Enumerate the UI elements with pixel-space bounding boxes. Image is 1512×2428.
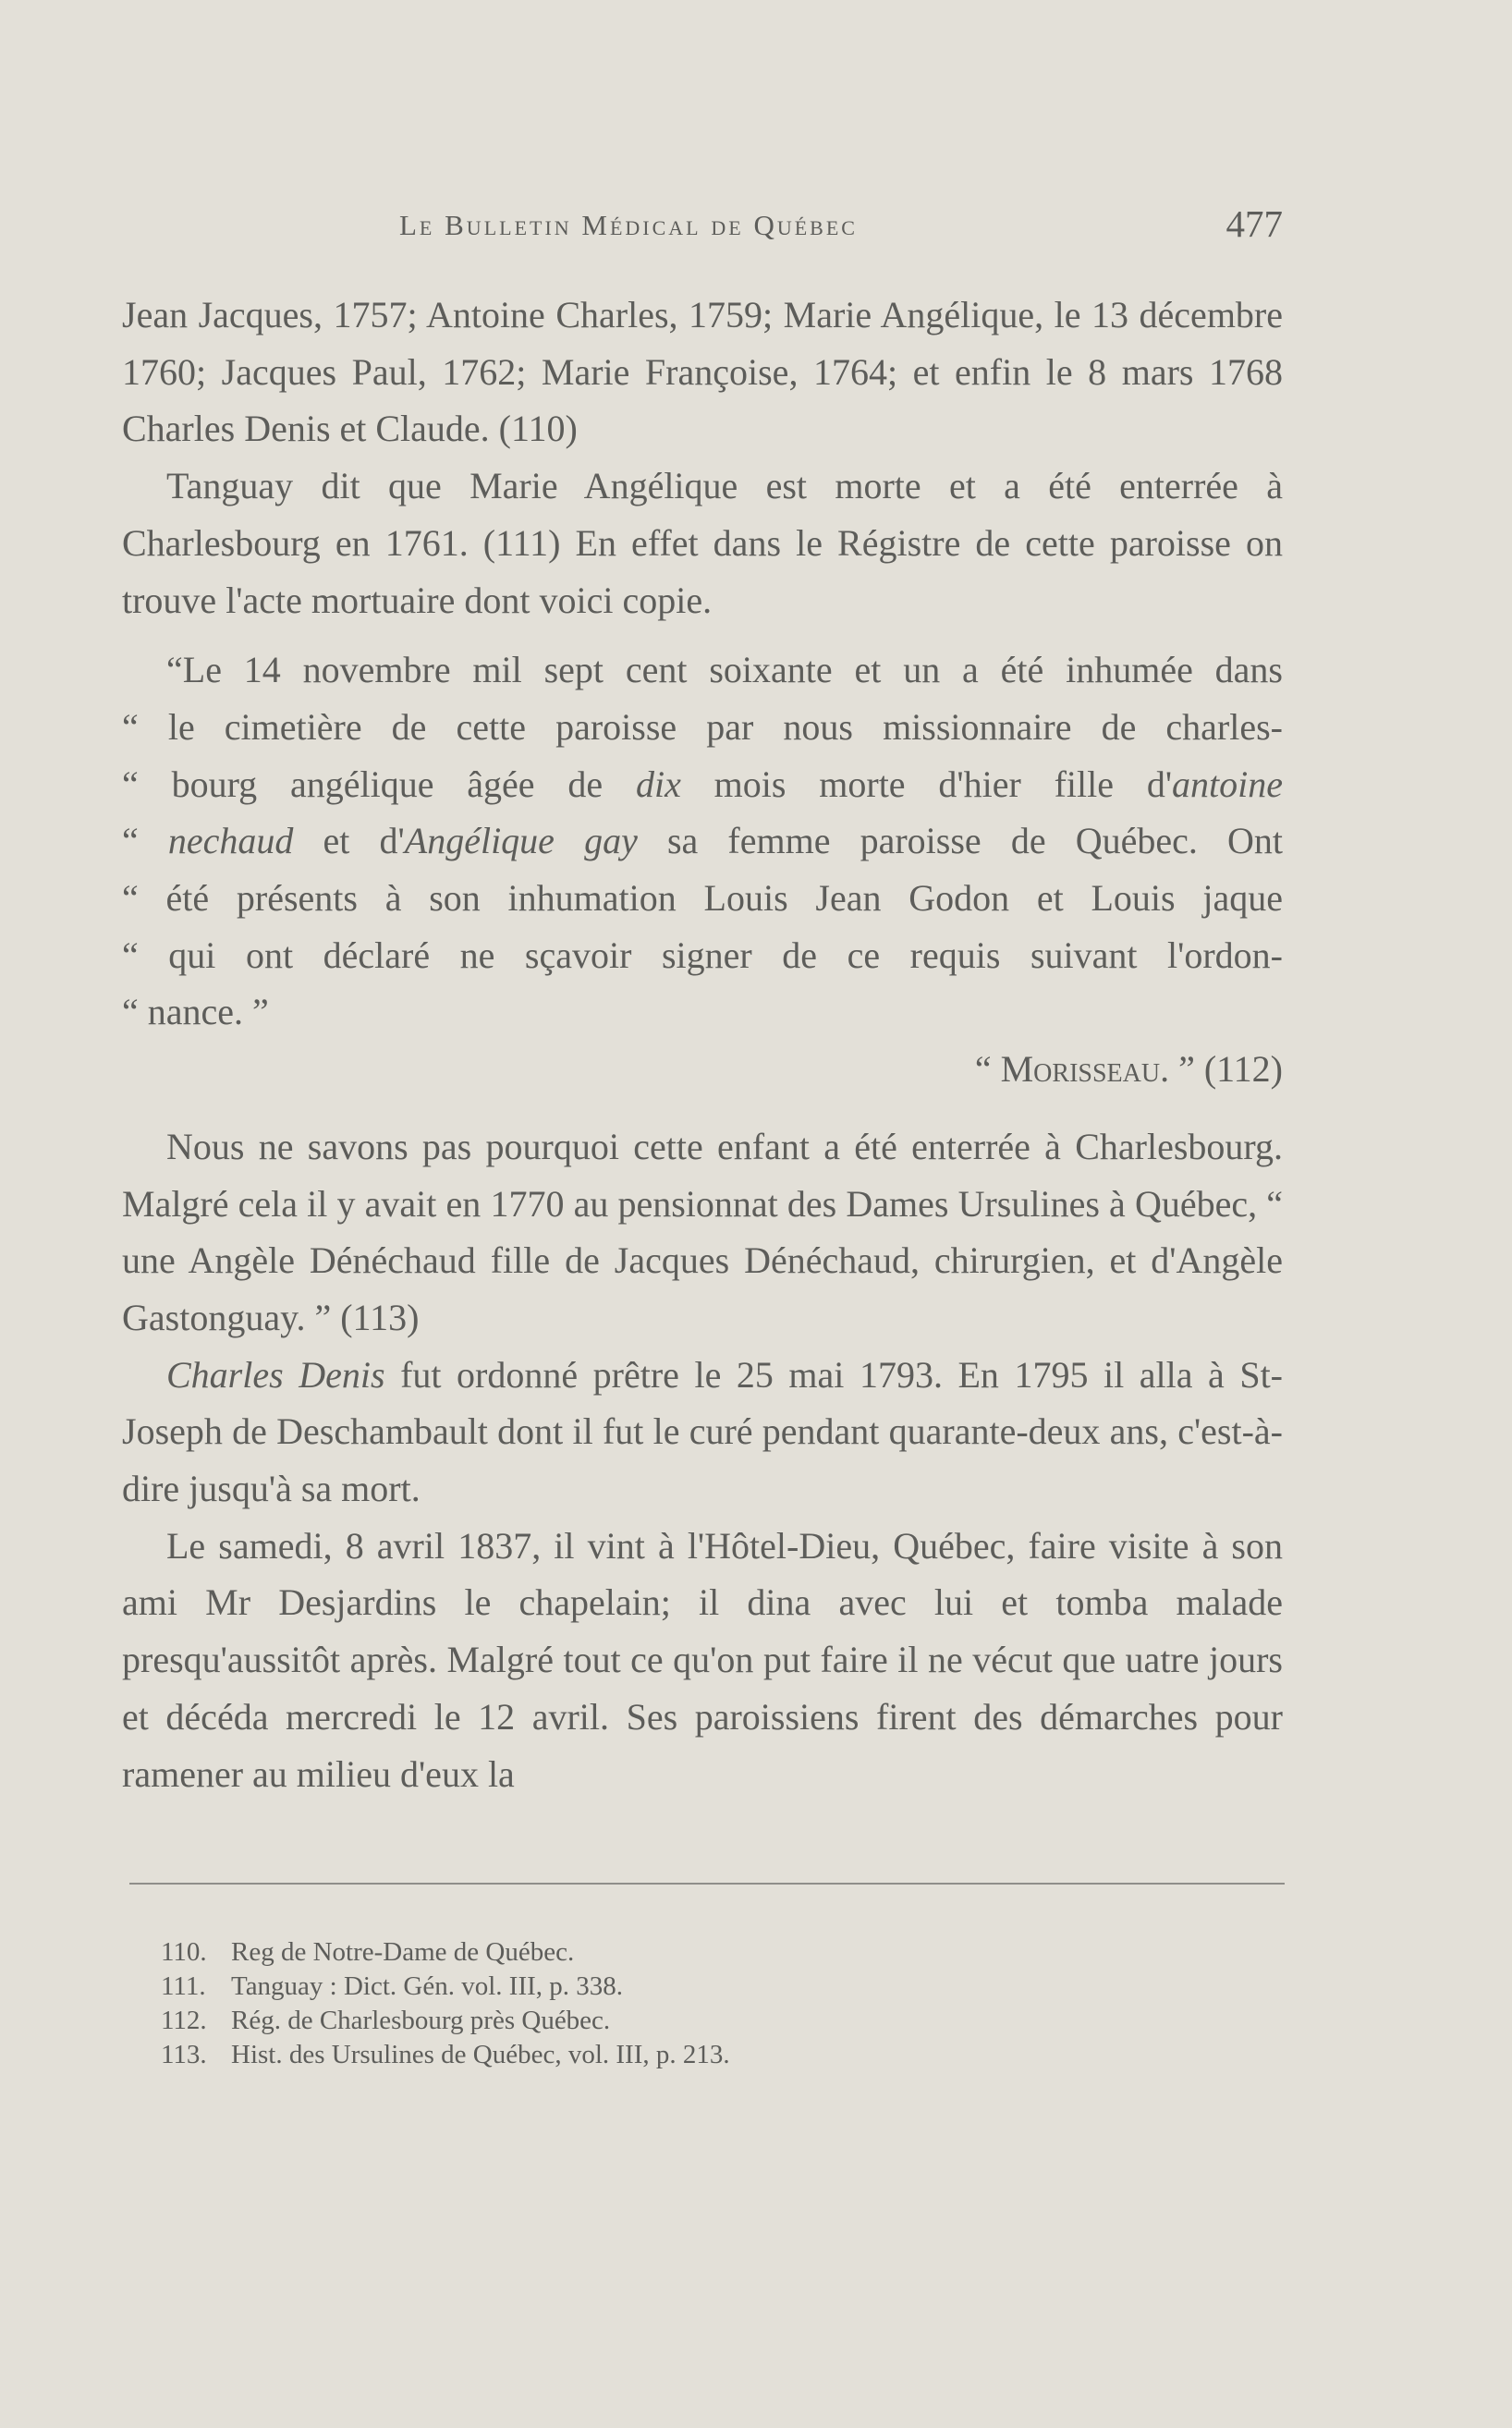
quote-text: et d' — [293, 820, 405, 862]
paragraph: Nous ne savons pas pourquoi cette enfant a été enterrée à Charlesbourg. Malgré cela il y avait en 1770 au pensionnat des Dames Ursulines à Québec, “ une Angèle Dénéchaud fille de Jacques Dénéchaud, chirurgien, et d'Angèle Gastonguay. ” (113) — [122, 1125, 1283, 1338]
quote-line — [122, 812, 1283, 870]
footnote-number: 111. — [161, 1971, 206, 2001]
footnote-text: Tanguay : Dict. Gén. vol. III, p. 338. — [231, 1971, 624, 2001]
page-number: 477 — [1225, 202, 1283, 245]
signature: “ Morisseau. ” (112) — [974, 1048, 1283, 1091]
footnote — [161, 2038, 1224, 2072]
footnote-text: Reg de Notre-Dame de Québec. — [231, 1937, 575, 1967]
paragraph: Jean Jacques, 1757; Antoine Charles, 1759; Marie Angélique, le 13 décembre 1760; Jacques Paul, 1762; Marie Françoise, 1764; et enfin le 8 mars 1768 Charles Denis et Claude. (110) — [122, 294, 1283, 450]
footnote-number: 112. — [161, 2006, 207, 2035]
paragraph — [122, 1347, 1283, 1518]
footnote-text: Hist. des Ursulines de Québec, vol. III, p. 213. — [231, 2040, 730, 2069]
quote-line: “ le cimetière de cette paroisse par nous missionnaire de charles- — [122, 705, 1283, 748]
quote-italic-text: antoine — [1172, 763, 1284, 805]
footnote-number: 113. — [161, 2040, 207, 2069]
quote-text: “ — [122, 820, 168, 862]
footnote-number: 110. — [161, 1937, 207, 1967]
quote-line — [122, 756, 1283, 813]
quote-text: sa femme paroisse de Québec. Ont — [637, 820, 1283, 862]
paragraph: Tanguay dit que Marie Angélique est morte et a été enterrée à Charlesbourg en 1761. (111) En effet dans le Régistre de cette paroisse on trouve l'acte mortuaire dont voici copie. — [122, 465, 1283, 621]
quote-line: “ qui ont déclaré ne sçavoir signer de ce requis suivant l'ordon- — [122, 933, 1283, 976]
quote-line: “Le 14 novembre mil sept cent soixante et un a été inhumée dans — [166, 649, 1283, 691]
paragraph-text: fut ordonné prêtre le 25 mai 1793. En 1795 il alla à St-Joseph de Deschambault dont il fut le curé pendant quarante-deux ans, c'est-à-dire jusqu'à sa mort. — [122, 1353, 1283, 1510]
quote-text: mois morte d'hier fille d' — [680, 763, 1173, 805]
quoted-burial-record — [122, 641, 1283, 1098]
footnote — [161, 1970, 1224, 2004]
footnote — [161, 2004, 1224, 2038]
quote-italic-text: nechaud — [167, 820, 294, 862]
footnote — [161, 1935, 1224, 1970]
quote-line: “ nance. ” — [122, 991, 269, 1033]
footnote-divider — [129, 1883, 1285, 1885]
footnote-text: Rég. de Charlesbourg près Québec. — [231, 2006, 611, 2035]
quote-italic-text: Angélique gay — [404, 820, 638, 862]
paragraph: Le samedi, 8 avril 1837, il vint à l'Hôtel-Dieu, Québec, faire visite à son ami Mr Desjardins le chapelain; il dina avec lui et tomba malade presqu'aussitôt après. Malgré tout ce qu'on put faire il ne vécut que uatre jours et décéda mercredi le 12 avril. Ses paroissiens firent des démarches pour ramener au milieu d'eux la — [122, 1524, 1283, 1795]
quote-text: “ bourg angélique âgée de — [122, 763, 636, 805]
quote-line: “ été présents à son inhumation Louis Jean Godon et Louis jaque — [122, 877, 1283, 920]
italic-name: Charles Denis — [166, 1353, 385, 1396]
body-text — [122, 287, 1283, 1802]
footnotes — [161, 1935, 1224, 2072]
quote-italic-text: dix — [635, 763, 681, 805]
journal-title: Le Bulletin Médical de Québec — [399, 209, 858, 241]
running-header — [122, 201, 1283, 257]
